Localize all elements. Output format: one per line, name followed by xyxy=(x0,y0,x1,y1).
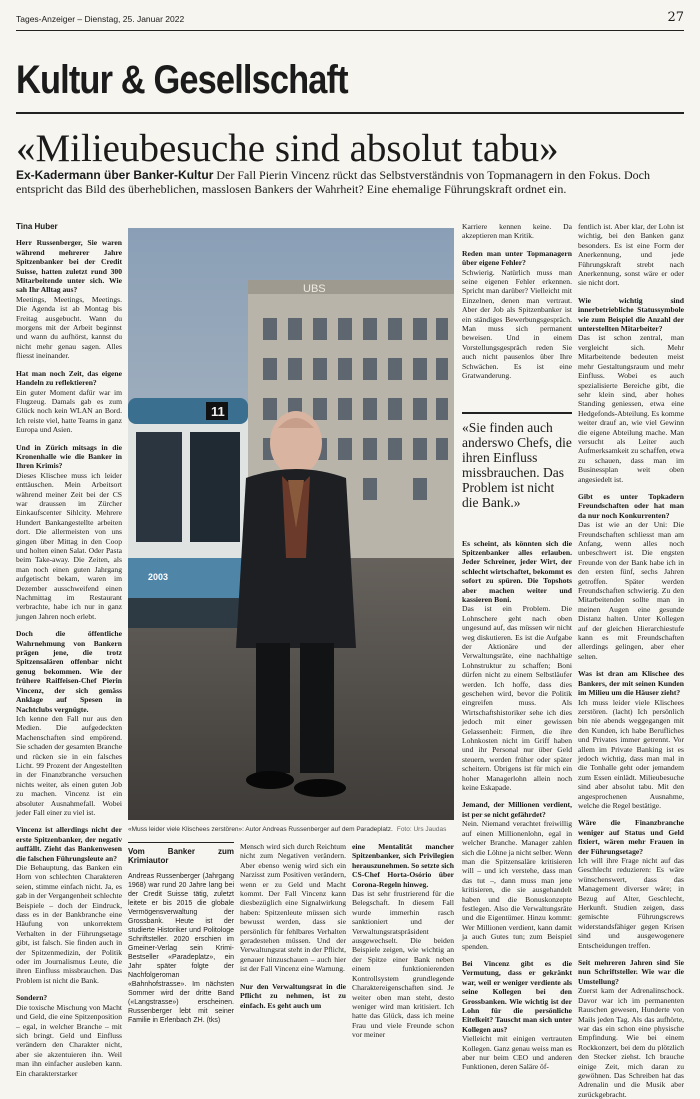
article-column-bottom-2 xyxy=(352,842,454,1040)
page-number: 27 xyxy=(667,10,684,25)
interview-answer: Vielleicht mit einigen vertrauten Kollegen. Ganz genau weiss man es aber nur beim CEO und anderen Funktionen, deren Saläre öf- xyxy=(462,1034,572,1072)
caption-text: «Muss leider viele Klischees zerstören»: Autor Andreas Russenberger auf dem Paradeplatz. xyxy=(128,826,393,833)
interview-answer: Meetings, Meetings, Meetings. Die Agenda ist ab Montag bis Freitag ausgebucht. Wann du morgens mit der Arbeit beginnst und wann du aufhörst, kannst du nicht mehr genau sagen. Alles fliesst ineinander. xyxy=(16,294,122,361)
interview-answer: Nein. Niemand verachtet freiwillig auf einen Millionenlohn, egal in welcher Branche. Manager zahlen sich die Löhne ja nicht selber. Wenn man die Spitzensaläre kritisieren will – und ich verstehe, dass man das tut –, dann muss man jene kritisieren, die sie ausgehandelt haben und die Bonuskonzepte festlegen. Also die Verwaltungsräte und die Eigentümer. Hinzu kommt: Wer Millionen verdient, kann damit ja auch Gutes tun; zum Beispiel spenden. xyxy=(462,819,572,951)
interview-question: Seit mehreren Jahren sind Sie nun Schriftsteller. Wie war die Umstellung? xyxy=(578,958,684,986)
interview-answer: Das ist ein Problem. Die Lohnschere geht nach oben ungesund auf, das müssen wir nicht weg diskutieren. Es ist die Aufgabe der Aktionäre und der Verwaltungsräte, eine nachhaltige Lohnstruktur zu schaffen; Boni dürfen nicht zu einem Selbstläufer werden. Ich hoffe, dass dies geschehen wird, bevor die Politik eingreifen muss. Als Wirtschaftshistoriker sehe ich dies jedoch mit einer gewissen Gelassenheit: Firmen, die ihre Lohnkosten nicht im Griff haben und ihr Personal nur über Geld steuern, werden früher oder später scheitern. Übrigens ist für mich ein hoher Managerlohn allein noch keine Eskapade. xyxy=(462,604,572,793)
section-rule xyxy=(16,112,684,114)
photo-paradeplatz xyxy=(128,228,454,820)
article-column-bottom-1 xyxy=(240,842,346,1030)
tram xyxy=(128,398,248,628)
interview-question: Gibt es unter Topkadern Freundschaften oder hat man da nur noch Konkurrenten? xyxy=(578,491,684,520)
bottom1-text: Mensch wird sich durch Reichtum nicht zum Negativen verändern. Aber ebenso wenig wird sich ein Narzisst zum Positiven verändern, wenn er zu Geld und Macht kommt. Der Fall Vincenz kann diesbezüglich eine Signalwirkung haben: Spitzenleute müssen sich bewusst werden, dass sie persönlich für fehlbares Verhalten geradestehen müssen. Und der Verwaltungsrat steht in der Pflicht, genauer hinzuschauen – auch hier ist der Fall Vincenz eine Warnung. xyxy=(240,842,346,974)
interview-question: Herr Russenberger, Sie waren während mehrerer Jahre Spitzenbanker bei der Credit Suisse, hatten zuletzt rund 300 Mitarbeitende unter sich. Wie sah Ihr Alltag aus? xyxy=(16,238,122,295)
article-column-1 xyxy=(16,222,122,1078)
publication-date: Tages-Anzeiger – Dienstag, 25. Januar 2022 xyxy=(16,14,185,24)
interview-answer: Die toxische Mischung von Macht und Geld, die eine Spitzenposition – egal, in welcher Branche – mit sich bringt. Geld und Einfluss verändern den Charakter nicht, aber sie akzentuieren ihn. Weil man ihn einfacher ausleben kann. Ein charakterstarker xyxy=(16,1002,122,1078)
header-rule xyxy=(16,30,684,31)
lead-text: Der Fall Pierin Vincenz rückt das Selbstverständnis von Topmanagern in den Fokus. Doch entspricht das Bild des überheblichen, masslosen Bankers der Wahrheit? Eine ehemalige Führungskraft ordnet ein. xyxy=(16,168,650,196)
interview-answer: Ich will ihre Frage nicht auf das Geschlecht reduzieren: Es wäre wünschenswert, dass das Management diverser wäre; in Bezug auf Alter, Geschlecht, Herkunft. Studien zeigen, dass gemischte Führungscrews widerstandsfähiger gegen Krisen sind und ausgewogenere Entscheidungen treffen. xyxy=(578,856,684,950)
photo-credit: Foto: Urs Jaudas xyxy=(396,826,447,833)
interview-answer: Ich kenne den Fall nur aus den Medien. Die aufgedeckten Machenschaften sind empörend. Sie schaden der gesamten Branche und rücken sie in ein falsches Licht. 99 Prozent der Angestellten in der Finanzbranche versuchen nichts weiter, als einen guten Job zu machen. Vincenz ist ein absoluter Ausnahmefall. Wobei jeder Fall einer zu viel ist. xyxy=(16,713,122,817)
lead-paragraph xyxy=(16,168,684,196)
author-byline: Tina Huber xyxy=(16,222,58,231)
article-photo xyxy=(128,228,454,820)
bottom1-question: Nur den Verwaltungsrat in die Pflicht zu nehmen, ist zu einfach. Es geht auch um xyxy=(240,981,346,1010)
interview-question: Es scheint, als könnten sich die Spitzenbanker alles erlauben. Jeder Schreiner, jeder Wirt, der schlecht wirtschaftet, bekommt es sofort zu spüren. Die Topshots aber machen weiter und kassieren Boni. xyxy=(462,538,572,604)
interview-question: Und in Zürich mitsags in die Kronenhalle wie die Banker in Ihren Krimis? xyxy=(16,442,122,471)
pull-quote: «Sie finden auch anderswo Chefs, die ihren Einfluss missbrauchen. Das Problem ist nicht die Bank.» xyxy=(462,412,572,510)
bank-logo: UBS xyxy=(303,283,326,295)
lead-kicker: Ex-Kadermann über Banker-Kultur xyxy=(16,168,214,182)
box-rule xyxy=(128,842,234,843)
interview-answer: Ich muss leider viele Klischees zerstören. (lacht) Ich persönlich bin nie abends weggegangen mit den Kunden, ich habe Berufliches und Privates immer getrennt. Vor allem im Private Banking ist es jedoch wichtig, dass man mal in die Tonhalle geht oder jemandem zum Essen einlädt. Milieubesuche sind aber absolut tabu. Mit den angesprochenen Ausnahme, welche die Regel bestätige. xyxy=(578,697,684,810)
tram-fleet-number: 2003 xyxy=(148,572,169,582)
interview-answer: Das ist schon zentral, man vergleicht sich. Mehr Mitarbeitende bedeuten meist mehr Gestaltungsraum und mehr Einfluss. Wobei es auch spezialisierte Bereiche gibt, die sehr klein sind, aber hohes Standing geniessen, etwa eine Hedgefonds-Abteilung. Es komme weiter drauf an, wie viel Gewinn die eigene Abteilung mache. Man versucht als Leiter auch Aufmerksamkeit zu schaffen, etwa zu schauen, dass man im Businessplan weit oben angesiedelt ist. xyxy=(578,333,684,484)
biography-box xyxy=(128,842,234,1030)
interview-answer: Das ist wie an der Uni: Die Freundschaften schliesst man am Anfang, wenn alles noch unbeschwert ist. Die engsten Freunde von der Bank habe ich in den ersten fünf, sechs Jahren getroffen. Später werden Freundschaften schwierig. Zu den Mitarbeitenden sollte man in meinen Augen eine gesunde Distanz halten. Unter Kollegen auf der gleichen Hierarchiestufe kann es mit Freundschaften allerdings gelingen, aber eher selten. xyxy=(578,520,684,661)
interview-question: Wie wichtig sind innerbetriebliche Statussymbole wie zum Beispiel die Anzahl der unterstellten Mitarbeiter? xyxy=(578,295,684,334)
headline: «Milieubesuche sind absolut tabu» xyxy=(16,127,559,170)
tram-line-number: 11 xyxy=(211,404,225,419)
interview-answer: Ein guter Moment dafür war im Flugzeug. Damals gab es zum Glück noch kein WLAN an Bord. Ich reiste viel, hatte Teams in ganz Europa und Asien. xyxy=(16,387,122,435)
section-title: Kultur & Gesellschaft xyxy=(16,58,348,102)
page-header xyxy=(16,10,684,26)
interview-question: Wäre die Finanzbranche weniger auf Status und Geld fixiert, wären mehr Frauen in der Führungsetage? xyxy=(578,818,684,856)
interview-answer: Karriere kennen keine. Da akzeptieren man Kritik. xyxy=(462,222,572,241)
interview-answer: fentlich ist. Aber klar, der Lohn ist wichtig, bei den Banken ganz besonders. Es ist eine Form der Anerkennung, und jede Führungskraft strebt nach Anerkennung, sonst wäre er oder sie nicht dort. xyxy=(578,222,684,288)
bottom2-question: eine Mentalität mancher Spitzenbanker, sich Privilegien herauszunehmen. So setzte sich CS-Chef Horta-Osório über Corona-Regeln hinweg. xyxy=(352,842,454,889)
interview-answer: Schwierig. Natürlich muss man seine eigenen Fehler erkennen. Spricht man darüber? Vielleicht mit Einzelnen, denen man vertraut. Aber der Job als Spitzenbanker ist ein ständiges Bewerbungsgespräch. Man muss sich permanent beweisen. Und in einem Vorstellungsgespräch reden Sie auch nicht pausenlos über Ihre Schwächen. Es ist eine Gratwanderung. xyxy=(462,267,572,381)
interview-question: Sondern? xyxy=(16,993,48,1003)
interview-question: Bei Vincenz gibt es die Vermutung, dass er gekränkt war, weil er weniger verdiente als seine Kollegen bei den Grossbanken. Wie wichtig ist der Lohn für die persönliche Eitelkeit? Tauscht man sich unter Kollegen aus? xyxy=(462,958,572,1034)
interview-question: Jemand, der Millionen verdient, ist per se nicht gefährdet? xyxy=(462,800,572,819)
photo-caption xyxy=(128,826,454,833)
interview-answer: Dieses Klischee muss ich leider enttäuschen. Mein Arbeitsort während meiner Zeit bei der CS war draussen im Zürcher Einkaufscenter Sihlcity. Mehrere Hundert Bankangestellte arbeiten dort. Die allermeisten von uns gingen über Mittag in den Coop und holten einen Salat. Oder Pasta beim Take-away. Die Zeiten, als man noch einen guten Jahrgang aufgetischt bekam, waren im Dezember ausschweifend einen Nachmittag im Restaurant verbrachte, habe ich nur in ganz jungen Jahren noch erlebt. xyxy=(16,470,122,621)
interview-question: Doch die öffentliche Wahrnehmung von Bankern prägen jene, die trotz Spitzensalären offenbar nicht genug bekommen. Wie der frühere Raiffeisen-Chef Pierin Vincenz, der sich gemäss Anklage auf Spesen in Nachtclubs vergnügte. xyxy=(16,629,122,714)
interview-question: Reden man unter Topmanagern über eigene Fehler? xyxy=(462,248,572,268)
interview-question: Vincenz ist allerdings nicht der erste Spitzenbanker, der negativ auffällt. Zieht das Bankenwesen die falschen Führungsleute an? xyxy=(16,825,122,863)
interview-question: Was ist dran am Klischee des Bankers, der mit seinen Kunden im Milieu um die Häuser zieht? xyxy=(578,669,684,698)
box-text: Andreas Russenberger (Jahrgang 1968) war rund 20 Jahre lang bei der Credit Suisse tätig, zuletzt leitete er bis 2015 die globale Vermögensverwaltung der Grossbank. Heute ist der studierte Historiker und Politologe Schriftsteller. 2020 erschien im Gmeiner-Verlag sein Krimi-Bestseller «Paradeplatz», ein Jahr später folgte der Nachfolgeroman «Bahnhofstrasse». Im nächsten Sommer wird der dritte Band («Langstrasse») erscheinen. Russenberger lebt mit seiner Familie in Erlenbach ZH. (tks) xyxy=(128,872,234,1024)
interview-answer: Die Behauptung, das Banken ein Horn von schlechten Charakteren seien, stimme einfach nicht. Ja, es gab in der Vergangenheit schlechte Beispiele – doch der Eindruck, dass es in der Bankbranche eine Häufung von unkorrektem Verhalten in der Führungsetage gibt, ist falsch. Sie finden auch in der Spitzenmedizin, der Politik oder im Journalismus Leute, die ihren Einfluss missbrauchen. Das Problem ist nicht die Bank. xyxy=(16,863,122,985)
interview-answer: Zuerst kam der Adrenalinschock. Davor war ich im permanenten Rauschen gewesen, Hunderte von Mails jeden Tag. Als das aufhörte, war das ein schon eine physische Empfindung. Wie bei einem Rockkonzert, bei dem du plötzlich den Stecker ziehst. Ich brauche einige Zeit, mich daran zu gewöhnen. Das Schreiben hat das Adrenalin und die Musik aber zurückgebracht. xyxy=(578,986,684,1099)
box-title: Vom Banker zum Krimiautor xyxy=(128,847,234,866)
bottom2-text: Das ist sehr frustrierend für die Belegschaft. In diesem Fall wurde immerhin rasch sanktioniert und der Verwaltungsratspräsident ausgewechselt. Die beiden Beispiele zeigen, wie wichtig an der Spitze einer Bank neben einem funktionierenden Kontrollsystem grundlegende Charaktereigenschaften sind. Je weiter oben man steht, desto weniger wird man kritisiert. Ich hatte das Glück, dass ich meine Frau und viele Freunde schon vor meiner xyxy=(352,889,454,1040)
interview-question: Hat man noch Zeit, das eigene Handeln zu reflektieren? xyxy=(16,368,122,388)
article-column-3 xyxy=(578,222,684,1099)
article-column-2 xyxy=(462,222,572,1072)
